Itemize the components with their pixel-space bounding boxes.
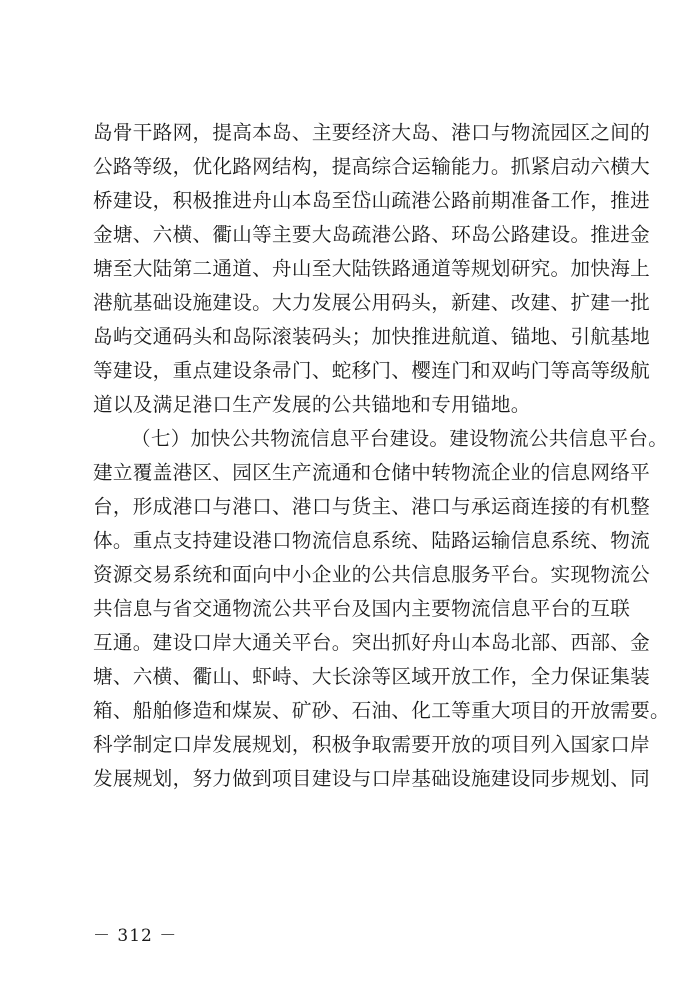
text-line: 桥建设，积极推进舟山本岛至岱山疏港公路前期准备工作，推进 <box>93 189 651 212</box>
text-line: 塘至大陆第二通道、舟山至大陆铁路通道等规划研究。加快海上 <box>93 257 651 280</box>
text-line: 台，形成港口与港口、港口与货主、港口与承运商连接的有机整 <box>93 495 651 518</box>
text-line: 体。重点支持建设港口物流信息系统、陆路运输信息系统、物流 <box>93 529 651 552</box>
body-text <box>93 116 670 796</box>
text-line: 道以及满足港口生产发展的公共锚地和专用锚地。 <box>93 393 531 416</box>
text-line: 公路等级，优化路网结构，提高综合运输能力。抓紧启动六横大 <box>93 155 651 178</box>
text-line: 金塘、六横、衢山等主要大岛疏港公路、环岛公路建设。推进金 <box>93 223 651 246</box>
text-line: 科学制定口岸发展规划，积极争取需要开放的项目列入国家口岸 <box>93 733 651 756</box>
text-line: 港航基础设施建设。大力发展公用码头，新建、改建、扩建一批 <box>93 291 651 314</box>
text-line: 岛屿交通码头和岛际滚装码头；加快推进航道、锚地、引航基地 <box>93 325 651 348</box>
text-line: 互通。建设口岸大通关平台。突出抓好舟山本岛北部、西部、金 <box>93 631 651 654</box>
text-line: 塘、六横、衢山、虾峙、大长涂等区域开放工作，全力保证集装 <box>93 665 651 688</box>
section-heading-line: （七）加快公共物流信息平台建设。建设物流公共信息平台。 <box>131 427 669 450</box>
text-line: 箱、船舶修造和煤炭、矿砂、石油、化工等重大项目的开放需要。 <box>93 699 670 722</box>
text-line: 资源交易系统和面向中小企业的公共信息服务平台。实现物流公 <box>93 563 651 586</box>
text-line: 建立覆盖港区、园区生产流通和仓储中转物流企业的信息网络平 <box>93 461 651 484</box>
text-line: 等建设，重点建设条帚门、蛇移门、樱连门和双屿门等高等级航 <box>93 359 651 382</box>
text-line: 共信息与省交通物流公共平台及国内主要物流信息平台的互联 <box>93 597 631 620</box>
page-number: － 312 － <box>93 926 178 946</box>
text-line: 岛骨干路网，提高本岛、主要经济大岛、港口与物流园区之间的 <box>93 121 651 144</box>
text-line: 发展规划，努力做到项目建设与口岸基础设施建设同步规划、同 <box>93 767 651 790</box>
